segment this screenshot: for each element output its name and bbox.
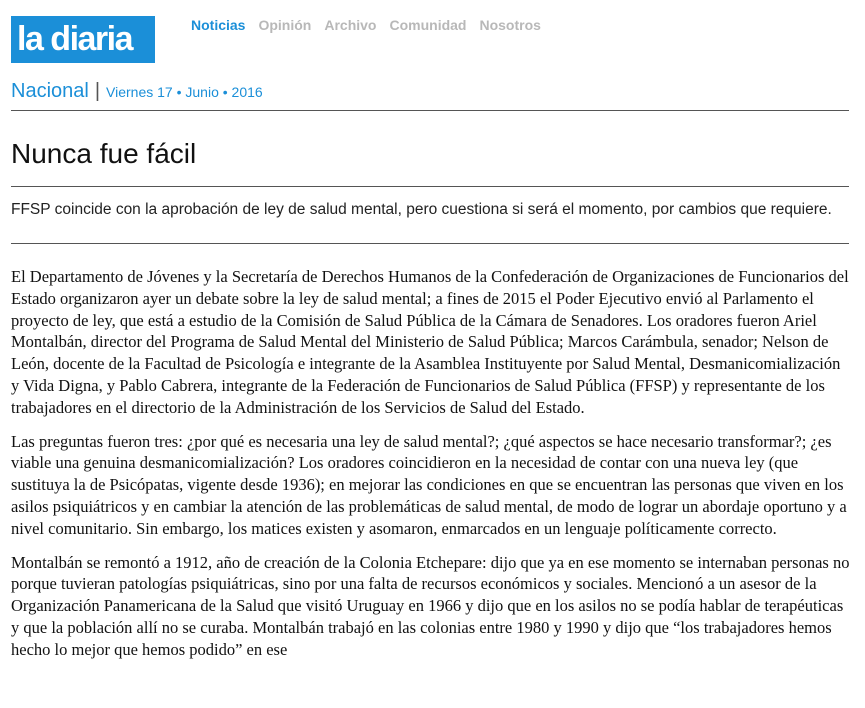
- section-header: [11, 80, 263, 103]
- article-paragraph: Las preguntas fueron tres: ¿por qué es necesaria una ley de salud mental?; ¿qué aspectos se hace necesario transformar?; ¿es viable una genuina desmanicomialización? Los oradores coincidieron en la necesidad de contar con una nueva ley (que sustituya la de Psicópatas, vigente desde 1936); en mejorar las condiciones en que se encuentran las personas que viven en los asilos psiquiátricos y en cambiar la atención de las problemáticas de salud mental, de modo de lograr un abordaje oportuno y a nivel comunitario. Sin embargo, los matices existen y asomaron, enmarcados en un lenguaje políticamente correcto.: [11, 431, 847, 538]
- nav-item-opinion[interactable]: Opinión: [258, 17, 312, 33]
- article-title: Nunca fue fácil: [11, 138, 197, 169]
- article-paragraph: Montalbán se remontó a 1912, año de creación de la Colonia Etchepare: dijo que ya en ese momento se internaban personas no porque tuvieran patologías psiquiátricas, sino por una falta de recursos económicos y sociales. Mencionó a un asesor de la Organización Panamericana de la Salud que visitó Uruguay en 1966 y dijo que en los asilos no se podía hablar de terapéuticas y que la población allí no se curaba. Montalbán trabajó en las colonias entre 1980 y 1990 y dijo que “los trabajadores hemos hecho lo mejor que hemos podido” en ese: [11, 552, 850, 659]
- section-name[interactable]: Nacional: [11, 80, 89, 102]
- site-logo[interactable]: [11, 16, 155, 63]
- title-divider: [11, 186, 849, 187]
- article-paragraph: El Departamento de Jóvenes y la Secretaría de Derechos Humanos de la Confederación de Organizaciones de Funcionarios del Estado organizaron ayer un debate sobre la ley de salud mental; a fines de 2015 el Poder Ejecutivo envió al Parlamento el proyecto de ley, que está a estudio de la Comisión de Salud Pública de la Cámara de Senadores. Los oradores fueron Ariel Montalbán, director del Programa de Salud Mental del Ministerio de Salud Pública; Marcos Carámbula, senador; Nelson de León, docente de la Facultad de Psicología e integrante de la Asamblea Instituyente por Salud Mental, Desmanicomialización y Vida Digna, y Pablo Cabrera, integrante de la Federación de Funcionarios de Salud Pública (FFSP) y representante de los trabajadores en el directorio de la Administración de los Servicios de Salud del Estado.: [11, 267, 849, 417]
- subtitle-divider: [11, 243, 849, 244]
- section-separator: |: [94, 80, 101, 102]
- nav-item-archivo[interactable]: Archivo: [324, 17, 377, 33]
- nav-item-nosotros[interactable]: Nosotros: [479, 17, 541, 33]
- nav-item-comunidad[interactable]: Comunidad: [389, 17, 467, 33]
- site-logo-text: la diaria: [17, 20, 133, 58]
- article-body: [11, 266, 851, 673]
- main-nav: [191, 17, 541, 33]
- article-date: Viernes 17 • Junio • 2016: [106, 84, 263, 100]
- article-subtitle: FFSP coincide con la aprobación de ley de salud mental, pero cuestiona si será el momento, por cambios que requiere.: [11, 201, 832, 218]
- header-divider: [11, 110, 849, 111]
- nav-item-noticias[interactable]: Noticias: [191, 17, 246, 33]
